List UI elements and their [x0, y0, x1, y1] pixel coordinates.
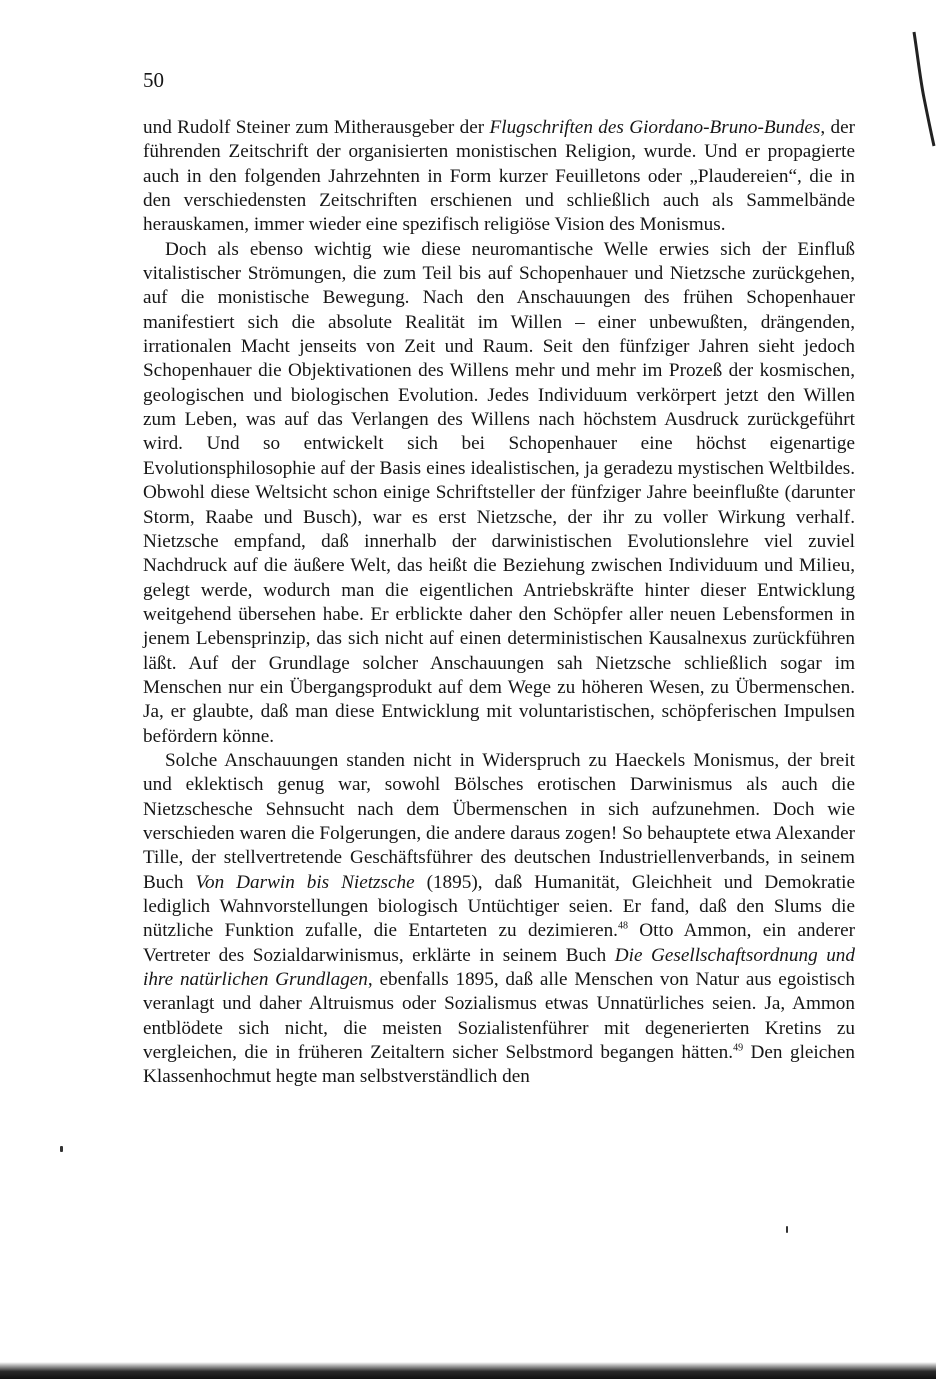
book-title: Die Gesellschaftsordnung und ihre natürlichen Grundlagen: [143, 944, 855, 991]
body-text: [143, 116, 855, 1090]
binding-edge-mark: [912, 28, 936, 148]
paragraph: [143, 238, 855, 749]
paragraph: [143, 116, 855, 238]
text-run: Otto Ammon, ein anderer Vertreter des Sozialdarwinismus, erklärte in seinem Buch: [143, 920, 855, 966]
text-run: , ebenfalls 1895, daß alle Menschen von Natur aus egoistisch veranlagt und daher Altruismus oder Sozialismus etwas Unnatürliches seien. Ja, Ammon entblödete sich nicht, die meisten Sozialistenführer mit degenerierten Kretins zu vergleichen, die in früheren Zeitaltern sicher Selbstmord begangen hätten.: [143, 969, 855, 1064]
speck-mark: [60, 1146, 63, 1152]
paragraph: [143, 749, 855, 1090]
text-run: Solche Anschauungen standen nicht in Widerspruch zu Haeckels Monismus, der breit und eklektisch genug war, sowohl Bölsches erotischen Darwinismus als auch die Nietzschesche Sehnsucht nach dem Übermenschen in sich aufzunehmen. Doch wie verschieden waren die Folgerungen, die andere daraus zogen! So behauptete etwa Alexander Tille, der stellvertretende Geschäftsführer des deutschen Industriellenverbands, in seinem Buch: [143, 749, 855, 893]
speck-mark: [786, 1226, 788, 1233]
footnote-marker: 49: [733, 1042, 744, 1054]
scan-bottom-edge: [0, 1362, 936, 1379]
text-run: , der führenden Zeitschrift der organisierten monistischen Religion, wurde. Und er propagierte auch in den folgenden Jahrzehnten in Form kurzer Feuilletons oder „Plaudereien“, die in den verschiedensten Zeitschriften erschienen und schließlich auch als Sammelbände herauskamen, immer wieder eine spezifisch religiöse Vision des Monismus.: [143, 117, 856, 236]
book-title: Von Darwin bis Nietzsche: [195, 871, 415, 893]
text-run: Doch als ebenso wichtig wie diese neuromantische Welle erwies sich der Einfluß vitalistischer Strömungen, die zum Teil bis auf Schopenhauer und Nietzsche zurückgehen, auf die monistische Bewegung. Nach den Anschauungen des frühen Schopenhauer manifestiert sich die absolute Realität im Willen – einer unbewußten, drängenden, irrationalen Macht jenseits von Zeit und Raum. Seit den fünfziger Jahren sieht jedoch Schopenhauer die Objektivationen des Willens mehr und mehr im Prozeß der kosmischen, geologischen und biologischen Evolution. Jedes Individuum verkörpert jetzt den Willen zum Leben, was auf das Verlangen des Willens nach höchstem Ausdruck zurückgeführt wird. Und so entwickelt sich bei Schopenhauer eine höchst eigenartige Evolutionsphilosophie auf der Basis eines idealistischen, ja geradezu mystischen Weltbildes. Obwohl diese Weltsicht schon einige Schriftsteller der fünfziger Jahre beeinflußte (darunter Storm, Raabe und Busch), war es erst Nietzsche, der ihr zu voller Wirkung verhalf. Nietzsche empfand, daß innerhalb der darwinistischen Evolutionslehre viel zuviel Nachdruck auf die äußere Welt, das heißt die Beziehung zwischen Individuum und Milieu, gelegt werde, wodurch man die eigentlichen Antriebskräfte hinter dieser Entwicklung weitgehend übersehen habe. Er erblickte daher den Schöpfer aller neuen Lebensformen in jenem Lebensprinzip, das sich nicht auf einen deterministischen Kausalnexus zurückführen läßt. Auf der Grundlage solcher Anschauungen sah Nietzsche schließlich sogar im Menschen nur ein Übergangsprodukt auf dem Wege zu höheren Wesen, zu Übermenschen. Ja, er glaubte, daß man diese Entwicklung mit voluntaristischen, schöpferischen Impulsen befördern könne.: [143, 238, 855, 747]
book-title: Flugschriften des Giordano-Bruno-Bundes: [489, 117, 821, 138]
text-run: (1895), daß Humanität, Gleichheit und Demokratie lediglich Wahnvorstellungen biologisch Untüchtiger seien. Er fand, daß den Slums die nützliche Funktion zufalle, die Entarteten zu dezimieren.: [143, 871, 855, 942]
text-run: und Rudolf Steiner zum Mitherausgeber der: [143, 117, 490, 138]
text-run: Den gleichen Klassenhochmut hegte man selbstverständlich den: [143, 1042, 855, 1088]
footnote-marker: 48: [617, 920, 628, 932]
page-number: 50: [143, 68, 164, 92]
